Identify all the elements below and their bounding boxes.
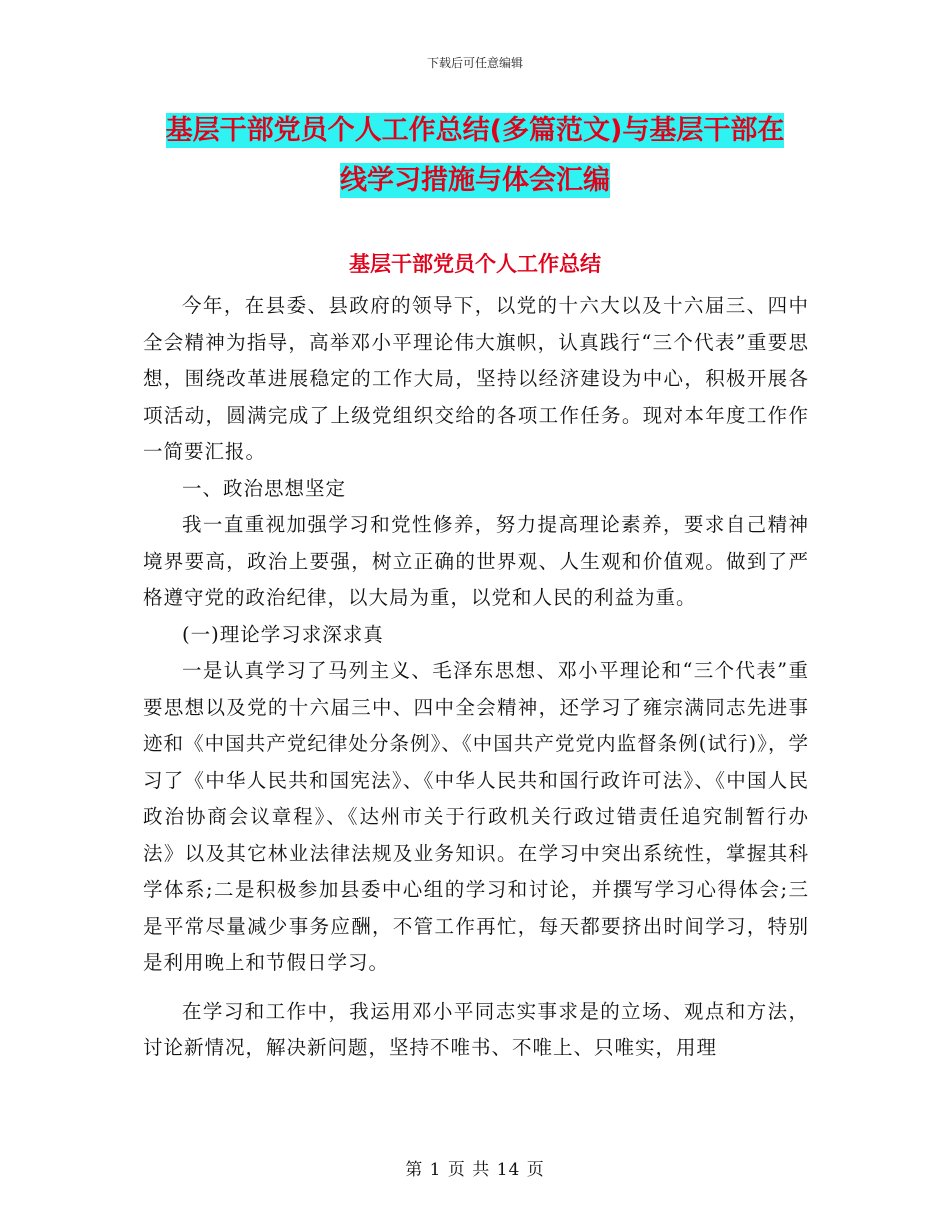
- paragraph: 我一直重视加强学习和党性修养，努力提高理论素养，要求自己精神境界要高，政治上要强，树立正确的世界观、人生观和价值观。做到了严格遵守党的政治纪律，以大局为重，以党和人民的利益为重。: [143, 513, 809, 609]
- paragraph-heading: 一、政治思想坚定: [182, 476, 347, 500]
- document-title: [0, 106, 950, 206]
- paragraph: 在学习和工作中，我运用邓小平同志实事求是的立场、观点和方法，讨论新情况，解决新问题，坚持不唯书、不唯上、只唯实，用理: [143, 999, 809, 1059]
- document-title-line-1: 基层干部党员个人工作总结(多篇范文)与基层干部在: [165, 115, 785, 146]
- document-title-line-2: 线学习措施与体会汇编: [340, 165, 610, 196]
- paragraph: 一是认真学习了马列主义、毛泽东思想、邓小平理论和“三个代表”重要思想以及党的十六届三中、四中全会精神，还学习了雍宗满同志先进事迹和《中国共产党纪律处分条例》、《中国共产党党内监督条例(试行)》，学习了《中华人民共和国宪法》、《中华人民共和国行政许可法》、《中国人民政治协商会议章程》、《达州市关于行政机关行政过错责任追究制暂行办法》以及其它林业法律法规及业务知识。在学习中突出系统性，掌握其科学体系;二是积极参加县委中心组的学习和讨论，并撰写学习心得体会;三是平常尽量减少事务应酬，不管工作再忙，每天都要挤出时间学习，特别是利用晚上和节假日学习。: [143, 659, 809, 974]
- page-number-footer: 第 1 页 共 14 页: [405, 1160, 545, 1180]
- paragraph-subheading: (一)理论学习求深求真: [182, 622, 384, 646]
- paragraph: 今年，在县委、县政府的领导下，以党的十六大以及十六届三、四中全会精神为指导，高举邓小平理论伟大旗帜，认真践行“三个代表”重要思想，围绕改革进展稳定的工作大局，坚持以经济建设为中心，积极开展各项活动，圆满完成了上级党组织交给的各项工作任务。现对本年度工作作一简要汇报。: [143, 294, 809, 463]
- body-text: [143, 288, 809, 1067]
- header-note: 下载后可任意编辑: [426, 56, 523, 70]
- section-title: 基层干部党员个人工作总结: [349, 252, 601, 276]
